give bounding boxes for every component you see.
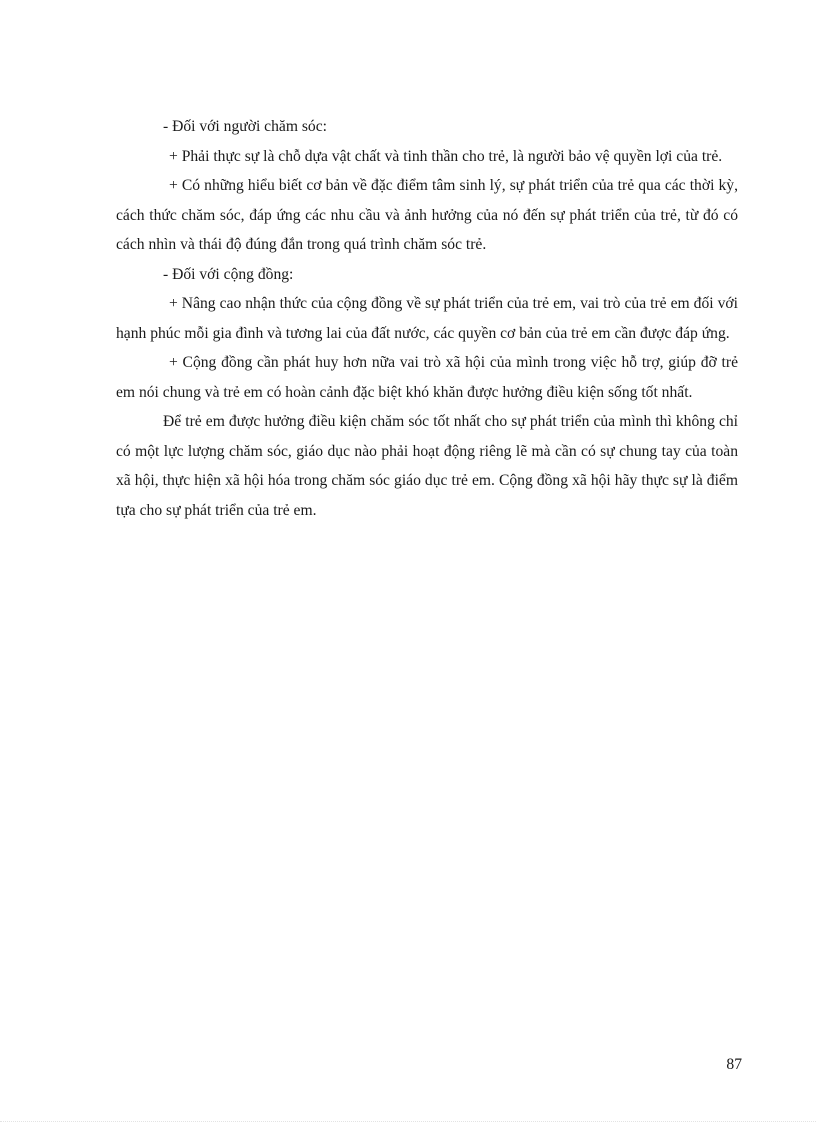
bullet-caregiver-support: + Phải thực sự là chỗ dựa vật chất và tinh thần cho trẻ, là người bảo vệ quyền lợi của trẻ. — [169, 147, 723, 165]
page-bottom-divider — [0, 1121, 816, 1122]
bullet-caregiver-knowledge: + Có những hiểu biết cơ bản về đặc điểm tâm sinh lý, sự phát triển của trẻ qua các thời kỳ, cách thức chăm sóc, đáp ứng các nhu cầu và ảnh hưởng của nó đến sự phát triển của trẻ, từ đó có cách nhìn và thái độ đúng đắn trong quá trình chăm sóc trẻ. — [116, 177, 738, 253]
conclusion-paragraph: Để trẻ em được hưởng điều kiện chăm sóc tốt nhất cho sự phát triển của mình thì không chỉ có một lực lượng chăm sóc, giáo dục nào phải hoạt động riêng lẽ mà cần có sự chung tay của toàn xã hội, thực hiện xã hội hóa trong chăm sóc giáo dục trẻ em. Cộng đồng xã hội hãy thực sự là điểm tựa cho sự phát triển của trẻ em. — [116, 413, 738, 519]
page-body — [116, 112, 738, 525]
section-heading-community: - Đối với cộng đồng: — [163, 265, 294, 283]
bullet-community-role: + Cộng đồng cần phát huy hơn nữa vai trò xã hội của mình trong việc hỗ trợ, giúp đỡ trẻ em nói chung và trẻ em có hoàn cảnh đặc biệt khó khăn được hưởng điều kiện sống tốt nhất. — [116, 354, 738, 401]
page-number: 87 — [726, 1056, 742, 1073]
bullet-community-awareness: + Nâng cao nhận thức của cộng đồng về sự phát triển của trẻ em, vai trò của trẻ em đối với hạnh phúc mỗi gia đình và tương lai của đất nước, các quyền cơ bản của trẻ em cần được đáp ứng. — [116, 295, 738, 342]
section-heading-caregivers: - Đối với người chăm sóc: — [163, 118, 327, 135]
